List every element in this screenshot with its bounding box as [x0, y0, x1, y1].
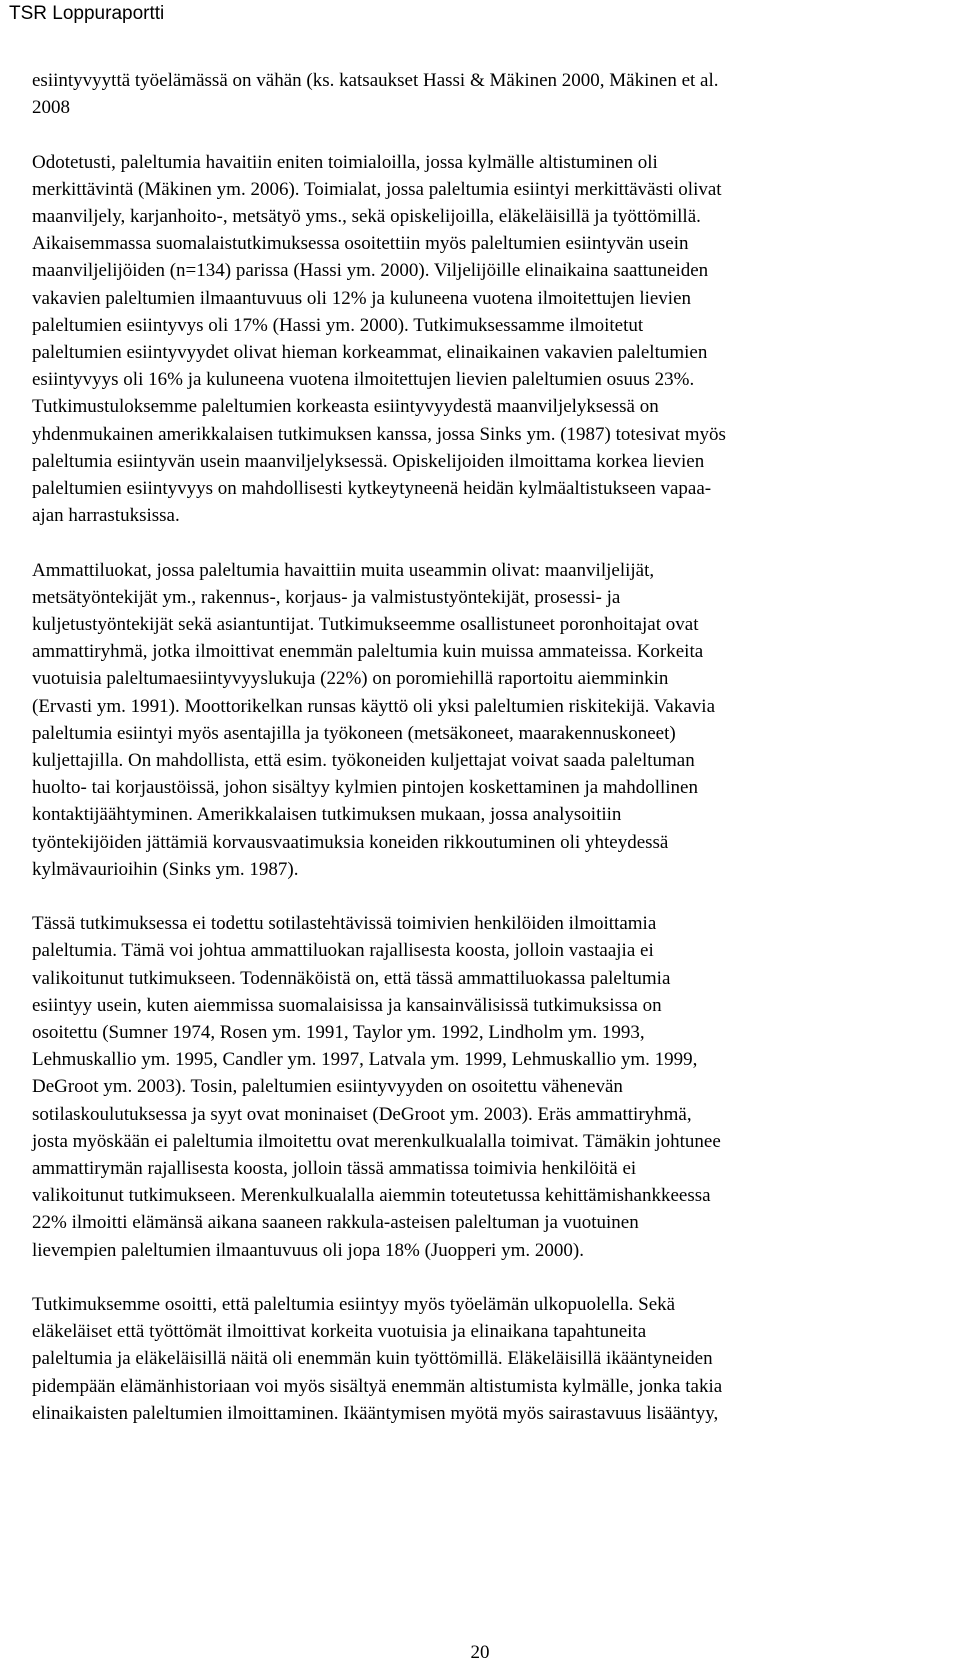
text-line: ajan harrastuksissa.	[32, 505, 180, 527]
page-number: 20	[470, 1642, 490, 1663]
text-line: Aikaisemmassa suomalaistutkimuksessa osoitettiin myös paleltumien esiintyvän usein	[32, 233, 689, 255]
text-line: sotilaskoulutuksessa ja syyt ovat moninaiset (DeGroot ym. 2003). Eräs ammattiryhmä,	[32, 1103, 692, 1125]
text-line: kuljetustyöntekijät sekä asiantuntijat. Tutkimukseemme osallistuneet poronhoitajat ovat	[32, 614, 699, 636]
text-line: 2008	[32, 97, 70, 119]
text-line: paleltumien esiintyvys oli 17% (Hassi ym. 2000). Tutkimuksessamme ilmoitetut	[32, 314, 644, 336]
text-line: Lehmuskallio ym. 1995, Candler ym. 1997, Latvala ym. 1999, Lehmuskallio ym. 1999,	[32, 1049, 698, 1071]
text-line: maanviljely, karjanhoito-, metsätyö yms., sekä opiskelijoilla, eläkeläisillä ja työttömillä.	[32, 206, 701, 227]
text-line: Tässä tutkimuksessa ei todettu sotilastehtävissä toimivien henkilöiden ilmoittamia	[32, 913, 657, 935]
text-line: elinaikaisten paleltumien ilmoittaminen. Ikääntymisen myötä myös sairastavuus lisääntyy,	[32, 1402, 719, 1424]
text-line: paleltumia esiintyi myös asentajilla ja työkoneen (metsäkoneet, maarakennuskoneet)	[32, 722, 676, 744]
text-line: maanviljelijöiden (n=134) parissa (Hassi ym. 2000). Viljelijöille elinaikaina saattuneiden	[32, 260, 709, 282]
text-line: osoitettu (Sumner 1974, Rosen ym. 1991, Taylor ym. 1992, Lindholm ym. 1993,	[32, 1022, 645, 1044]
paragraph	[32, 910, 947, 1264]
text-line: lievempien paleltumien ilmaantuvuus oli jopa 18% (Juopperi ym. 2000).	[32, 1239, 584, 1261]
text-line: Tutkimuksemme osoitti, että paleltumia esiintyy myös työelämän ulkopuolella. Sekä	[32, 1294, 676, 1316]
text-line: valikoitunut tutkimukseen. Merenkulkualalla aiemmin toteutetussa kehittämishankkeessa	[32, 1185, 711, 1207]
text-line: josta myöskään ei paleltumia ilmoitettu ovat merenkulkualalla toimivat. Tämäkin johtunee	[32, 1130, 721, 1152]
text-line: paleltumien esiintyvyydet olivat hieman korkeammat, elinaikainen vakavien paleltumien	[32, 342, 708, 364]
text-line: kontaktijäähtyminen. Amerikkalaisen tutkimuksen mukaan, jossa analysoitiin	[32, 804, 622, 826]
text-line: Ammattiluokat, jossa paleltumia havaittiin muita useammin olivat: maanviljelijät,	[32, 559, 655, 581]
text-line: pidempään elämänhistoriaan voi myös sisältyä enemmän altistumista kylmälle, jonka takia	[32, 1375, 723, 1397]
paragraph	[32, 67, 947, 121]
text-line: (Ervasti ym. 1991). Moottorikelkan runsas käyttö oli yksi paleltumien riskitekijä. Vakavia	[32, 695, 715, 717]
text-line: paleltumia esiintyvän usein maanviljelyksessä. Opiskelijoiden ilmoittama korkea lievien	[32, 450, 705, 472]
text-line: kuljettajilla. On mahdollista, että esim. työkoneiden kuljettajat voivat saada paleltuman	[32, 750, 695, 772]
text-line: ammattirymän rajallisesta koosta, jolloin tässä ammatissa toimivia henkilöitä ei	[32, 1158, 637, 1180]
text-line: Tutkimustuloksemme paleltumien korkeasta esiintyvyydestä maanviljelyksessä on	[32, 396, 659, 418]
text-line: DeGroot ym. 2003). Tosin, paleltumien esiintyvyyden on osoitettu vähenevän	[32, 1076, 623, 1098]
page-header-title: TSR Loppuraportti	[9, 3, 165, 24]
text-line: metsätyöntekijät ym., rakennus-, korjaus- ja valmistustyöntekijät, prosessi- ja	[32, 586, 621, 608]
text-line: paleltumien esiintyvyys on mahdollisesti kytkeytyneenä heidän kylmäaltistukseen vapaa-	[32, 478, 712, 500]
text-line: paleltumia. Tämä voi johtua ammattiluokan rajallisesta koosta, jolloin vastaajia ei	[32, 940, 654, 962]
text-line: kylmävaurioihin (Sinks ym. 1987).	[32, 858, 299, 880]
text-line: vakavien paleltumien ilmaantuvuus oli 12% ja kuluneena vuotena ilmoitettujen lievien	[32, 287, 692, 309]
text-line: eläkeläiset että työttömät ilmoittivat korkeita vuotuisia ja elinaikana tapahtuneita	[32, 1321, 647, 1343]
text-line: huolto- tai korjaustöissä, johon sisältyy kylmien pintojen koskettaminen ja mahdollinen	[32, 777, 698, 799]
text-line: Odotetusti, paleltumia havaitiin eniten toimialoilla, jossa kylmälle altistuminen oli	[32, 151, 658, 173]
document-body	[32, 67, 947, 1454]
text-line: esiintyy usein, kuten aiemmissa suomalaisissa ja kansainvälisissä tutkimuksissa on	[32, 994, 662, 1016]
text-line: työntekijöiden jättämiä korvausvaatimuksia koneiden rikkoutuminen oli yhteydessä	[32, 831, 669, 853]
text-line: paleltumia ja eläkeläisillä näitä oli enemmän kuin työttömillä. Eläkeläisillä ikääntyneiden	[32, 1348, 713, 1370]
paragraph	[32, 149, 947, 530]
text-line: 22% ilmoitti elämänsä aikana saaneen rakkula-asteisen paleltuman ja vuotuinen	[32, 1212, 639, 1234]
text-line: ammattiryhmä, jotka ilmoittivat enemmän paleltumia kuin muissa ammateissa. Korkeita	[32, 641, 704, 663]
text-line: yhdenmukainen amerikkalaisen tutkimuksen kanssa, jossa Sinks ym. (1987) totesivat myös	[32, 423, 726, 445]
text-line: esiintyvyys oli 16% ja kuluneena vuotena ilmoitettujen lievien paleltumien osuus 23%.	[32, 369, 695, 391]
paragraph	[32, 557, 947, 883]
text-line: merkittävintä (Mäkinen ym. 2006). Toimialat, jossa paleltumia esiintyi merkittävästi olivat	[32, 178, 722, 200]
text-line: vuotuisia paleltumaesiintyvyyslukuja (22%) on poromiehillä raportoitu aiemminkin	[32, 668, 669, 690]
text-line: esiintyvyyttä työelämässä on vähän (ks. katsaukset Hassi & Mäkinen 2000, Mäkinen et al.	[32, 70, 719, 91]
paragraph	[32, 1291, 947, 1427]
text-line: valikoitunut tutkimukseen. Todennäköistä on, että tässä ammattiluokassa paleltumia	[32, 967, 671, 989]
